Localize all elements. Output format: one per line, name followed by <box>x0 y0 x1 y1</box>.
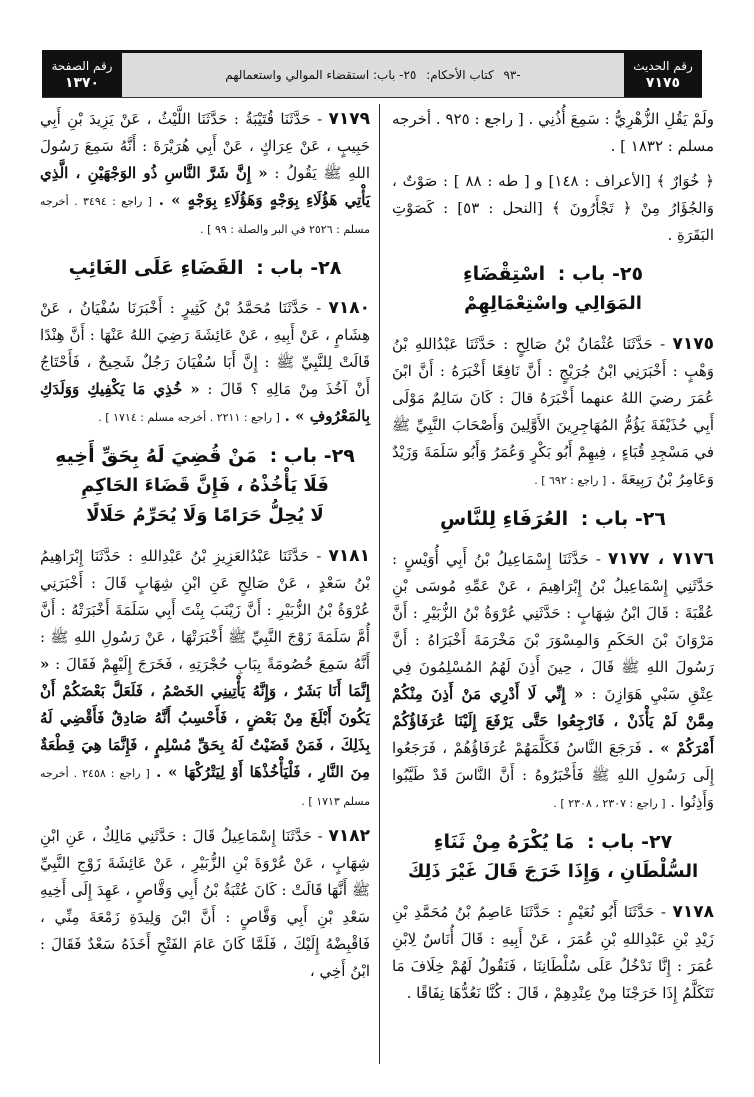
hadith-7178 <box>392 899 714 1007</box>
chapter-subtitle: السُّلْطَانِ ، وَإِذَا خَرَجَ قَالَ غَيْرَ ذَلِكَ <box>407 861 699 882</box>
hadith-reference: [ راجع : ٢٤٥٨ . أخرجه مسلم ١٧١٣ ] . <box>40 767 370 808</box>
right-column <box>392 106 714 1015</box>
chapter-subtitle-line3: لَا يُحِلُّ حَرَامًا وَلَا يُحَرِّمُ حَلَالًا <box>86 505 324 526</box>
page-number-label: رقم الصفحة <box>51 59 113 73</box>
chapter-label: ٢٧- باب : <box>586 831 673 853</box>
chapter-27-heading <box>392 827 714 887</box>
hadith-number: ٧١٧٩ <box>328 109 370 129</box>
chapter-subtitle-line2: فَلَا يَأْخُذْهُ ، فَإِنَّ قَضَاءَ الحَاكِمِ <box>81 475 329 496</box>
hadith-text: - حَدَّثَنَا أَبُو نُعَيْمٍ : حَدَّثَنَا عَاصِمُ بْنُ مُحَمَّدِ بْنِ زَيْدِ بْنِ عَبْدِاللهِ بْنِ عُمَرَ ، عَنْ أَبِيهِ : قَالَ أُنَاسٌ لِابْنِ عُمَرَ : إِنَّا نَدْخُلُ عَلَى سُلْطَانِنَا ، فَنَقُولُ لَهُمْ خِلَافَ مَا نَتَكَلَّمُ إِذَا خَرَجْنَا مِنْ عِنْدِهِمْ ، قَالَ : كُنَّا نَعُدُّهَا نِفَاقًا . <box>392 903 714 1002</box>
hadith-number-box <box>624 53 702 97</box>
chapter-title: مَنْ قُضِيَ لَهُ بِحَقِّ أَخِيهِ <box>55 445 257 467</box>
vocabulary-note: ﴿ خُوَارٌ ﴾ [الأعراف : ١٤٨] و [ طه : ٨٨ ] : صَوْتٌ ، وَالجُؤَارُ مِنْ ﴿ تَجْأَرُونَ ﴾ [النحل : ٥٣] : كَصَوْتِ البَقَرَةِ . <box>392 172 714 244</box>
chapter-label: ٢٩- باب : <box>269 445 355 467</box>
hadith-number: ٧١٨٠ <box>328 298 370 318</box>
hadith-7182 <box>40 823 370 985</box>
hadith-number-label: رقم الحديث <box>633 59 693 73</box>
hadith-7180 <box>40 295 370 431</box>
hadith-7179 <box>40 106 370 243</box>
chapter-label: ٢٦- باب : <box>580 508 666 530</box>
hadith-text: - حَدَّثَنَا عَبْدُالعَزِيزِ بْنُ عَبْدِاللهِ : حَدَّثَنَا إِبْرَاهِيمُ بْنُ سَعْدٍ ، عَنْ صَالِحٍ عَنِ ابْنِ شِهَابٍ قَالَ : أَخْبَرَنِي عُرْوَةُ بْنُ الزُّبَيْرِ : أَنَّ زَيْنَبَ بِنْتَ أَبِي سَلَمَةَ أَخْبَرَتْهُ : أَنَّ أُمَّ سَلَمَةَ زَوْجَ النَّبِيِّ ﷺ أَخْبَرَتْهَا ، عَنْ رَسُولِ اللهِ ﷺ : أَنَّهُ سَمِعَ خُصُومَةً بِبَابِ حُجْرَتِهِ ، فَخَرَجَ إِلَيْهِمْ فَقَالَ : <box>40 547 370 673</box>
hadith-number: ٧١٨٢ <box>328 826 370 846</box>
hadith-reference: [ راجع : ٣٤٩٤ . أخرجه مسلم : ٢٥٢٦ في البر والصلة : ٩٩ ] . <box>40 195 370 236</box>
header-chapter-title: ٢٥- باب: استقضاء الموالي واستعمالهم <box>225 68 417 82</box>
hadith-text: - حَدَّثَنَا عُثْمَانُ بْنُ صَالِحٍ : حَدَّثَنَا عَبْدُاللهِ بْنُ وَهْبٍ : أَخْبَرَنِي ابْنُ جُرَيْجٍ : أَنَّ نَافِعًا أَخْبَرَهُ : أَنَّ ابْنَ عُمَرَ رضيَ اللهُ عنهما أَخْبَرَهُ قالَ : كَانَ سَالِمٌ مَوْلَى أَبِي حُذَيْفَةَ يَؤُمُّ المُهَاجِرِينَ الأَوَّلِينَ وَأَصْحَابَ النَّبِيِّ ﷺ في مَسْجِدِ قُبَاءٍ ، فِيهِمْ أَبُو بَكْرٍ وَعُمَرُ وَأَبُو سَلَمَةَ وَزَيْدٌ وَعَامِرُ بْنُ رَبِيعَةَ . <box>392 335 714 488</box>
column-divider <box>379 104 380 1064</box>
hadith-text: - حَدَّثَنَا مُحَمَّدُ بْنُ كَثِيرٍ : أَخْبَرَنَا سُفْيَانُ ، عَنْ هِشَامٍ ، عَنْ أَبِيهِ ، عَنْ عَائِشَةَ رَضِيَ اللهُ عَنْهَا : أَنَّ هِنْدًا قَالَتْ لِلنَّبِيِّ ﷺ : إِنَّ أَبَا سُفْيَانَ رَجُلٌ شَحِيحٌ ، فَأَحْتَاجُ أَنْ آخُذَ مِنْ مَالِهِ ؟ قَالَ : <box>40 299 370 398</box>
hadith-number: ٧١٨١ <box>328 546 370 566</box>
hadith-text: - حَدَّثَنَا إِسْمَاعِيلُ قَالَ : حَدَّثَنِي مَالِكٌ ، عَنِ ابْنِ شِهَابٍ ، عَنْ عُرْوَةَ بْنِ الزُّبَيْرِ ، عَنْ عَائِشَةَ زَوْجِ النَّبِيِّ ﷺ أَنَّهَا قَالَتْ : كَانَ عُتْبَةُ بْنُ أَبِي وَقَّاصٍ ، عَهِدَ إِلَى أَخِيهِ سَعْدِ بْنِ أَبِي وَقَّاصٍ : أَنَّ ابْنَ وَلِيدَةِ زَمْعَةَ مِنِّي ، فَاقْبِضْهُ إِلَيْكَ ، فَلَمَّا كَانَ عَامَ الفَتْحِ أَخَذَهُ سَعْدٌ فَقَالَ : ابْنُ أَخِي ، <box>40 827 370 980</box>
page-number-value: ١٣٧٠ <box>64 75 100 91</box>
page-header <box>42 50 702 98</box>
hadith-quote: « إِنِّي لَا أَدْرِي مَنْ أَذِنَ مِنْكُمْ مِمَّنْ لَمْ يَأْذَنْ ، فَارْجِعُوا حَتَّى يَرْفَعَ إِلَيْنَا عُرَفَاؤُكُمْ أَمْرَكُمْ » . <box>392 685 714 757</box>
hadith-quote: « إِنَّمَا أَنَا بَشَرٌ ، وَإِنَّهُ يَأْتِينِي الخَصْمُ ، فَلَعَلَّ بَعْضَكُمْ أَنْ يَكُونَ أَبْلَغَ مِنْ بَعْضٍ ، فَأَحْسِبُ أَنَّهُ صَادِقٌ فَأَقْضِي لَهُ بِذَلِكَ ، فَمَنْ قَضَيْتُ لَهُ بِحَقِّ مُسْلِمٍ ، فَإِنَّمَا هِيَ قِطْعَةٌ مِنَ النَّارِ ، فَلْيَأْخُذْهَا أَوْ لِيَتْرُكْهَا » . <box>40 655 370 781</box>
chapter-29-heading <box>40 441 370 531</box>
hadith-reference: [ راجع : ٢٢١١ . أخرجه مسلم : ١٧١٤ ] . <box>98 411 280 424</box>
header-page-no: -٩٣ <box>503 68 521 82</box>
hadith-quote: « خُذِي مَا يَكْفِيكِ وَوَلَدَكِ بِالمَعْرُوفِ » . <box>40 380 370 425</box>
running-title <box>122 53 624 97</box>
chapter-26-heading <box>392 504 714 534</box>
hadith-number: ٧١٧٦ ، ٧١٧٧ <box>608 549 714 569</box>
hadith-7175 <box>392 331 714 494</box>
chapter-subtitle: المَوَالِي واسْتِعْمَالِهِمْ <box>464 293 642 314</box>
hadith-text: - حَدَّثَنَا إِسْمَاعِيلُ بْنُ أَبِي أُوَيْسٍ : حَدَّثَنِي إِسْمَاعِيلُ بْنُ إِبْرَاهِيمَ ، عَنْ عَمِّهِ مُوسَى بْنِ عُقْبَةَ : قَالَ ابْنُ شِهَابٍ : حَدَّثَنِي عُرْوَةُ بْنُ الزُّبَيْرِ : أَنَّ مَرْوَانَ بْنَ الحَكَمِ وَالمِسْوَرَ بْنَ مَخْرَمَةَ أَخْبَرَاهُ : أَنَّ رَسُولَ اللهِ ﷺ قَالَ ، حِينَ أَذِنَ لَهُمُ المُسْلِمُونَ فِي عِتْقِ سَبْيِ هَوَازِنَ : <box>392 550 714 703</box>
hadith-quote: « إِنَّ شَرَّ النَّاسِ ذُو الوَجْهَيْنِ ، الَّذِي يَأْتِي هَؤُلَاءِ بِوَجْهٍ وَهَؤُلَاءِ بِوَجْهٍ » . <box>40 164 370 209</box>
chapter-label: ٢٨- باب : <box>256 257 342 279</box>
hadith-text: - حَدَّثَنَا قُتَيْبَةُ : حَدَّثَنَا اللَّيْثُ ، عَنْ يَزِيدَ بْنِ أَبِي حَبِيبٍ ، عَنْ عِرَاكٍ ، عَنْ أَبِي هُرَيْرَةَ : أَنَّهُ سَمِعَ رَسُولَ اللهِ ﷺ يَقُولُ : <box>40 110 370 182</box>
chapter-title: القَضَاءِ عَلَى الغَائِبِ <box>68 257 244 279</box>
page-number-box <box>42 53 122 97</box>
hadith-number: ٧١٧٥ <box>672 334 714 354</box>
chapter-label: ٢٥- باب : <box>557 263 644 285</box>
header-book-title: كتاب الأحكام: <box>426 68 494 82</box>
intro-paragraph: ولَمْ يَقُلِ الزُّهْرِيُّ : سَمِعَ أُذُنِي . [ راجع : ٩٢٥ . أخرجه مسلم : ١٨٣٢ ] . <box>392 110 714 155</box>
left-column <box>40 106 370 993</box>
chapter-25-heading <box>392 259 714 319</box>
hadith-7176-7177 <box>392 546 714 817</box>
chapter-28-heading <box>40 253 370 283</box>
hadith-text-continued: فَرَجَعَ النَّاسُ فَكَلَّمَهُمْ عُرَفَاؤُهُمْ ، فَرَجَعُوا إِلَى رَسُولِ اللهِ ﷺ فَأَخْبَرُوهُ : أَنَّ النَّاسَ قَدْ طَيَّبُوا وَأَذِنُوا . <box>392 739 714 811</box>
chapter-title: مَا يُكْرَهُ مِنْ ثَنَاءِ <box>433 831 575 853</box>
hadith-reference: [ راجع : ٦٩٢ ] . <box>534 474 607 487</box>
chapter-title: العُرَفَاءِ لِلنَّاسِ <box>440 508 569 530</box>
hadith-7181 <box>40 543 370 815</box>
hadith-reference: [ راجع : ٢٣٠٧ ، ٢٣٠٨ ] . <box>553 797 666 810</box>
hadith-number: ٧١٧٨ <box>672 902 714 922</box>
hadith-number-range: ٧١٧٥ <box>645 75 681 91</box>
chapter-title: اسْتِقْضَاءِ <box>462 263 546 285</box>
